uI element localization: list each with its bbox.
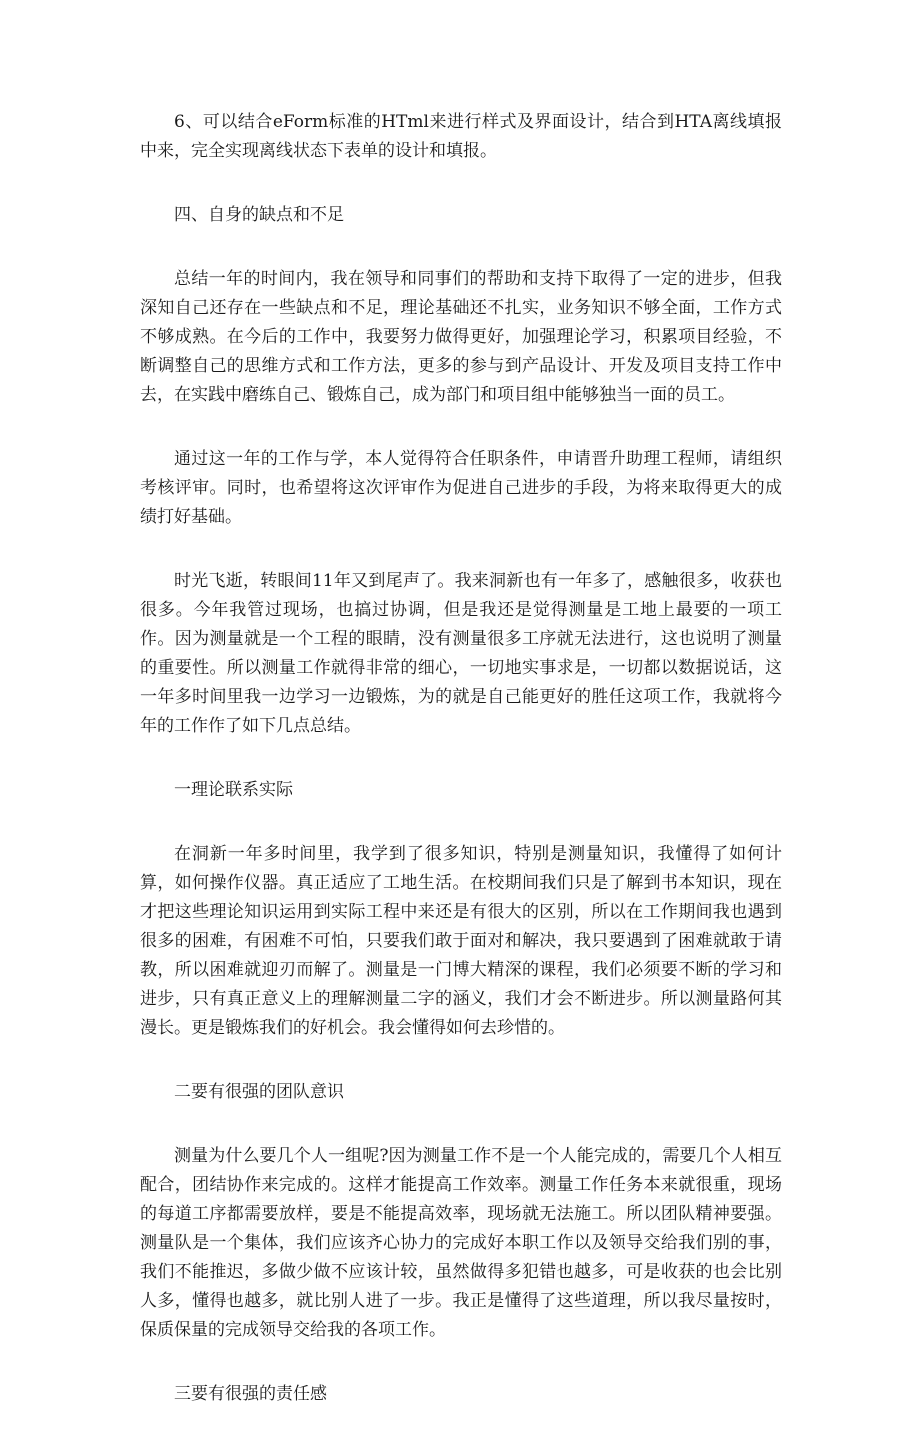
paragraph-year-summary: 总结一年的时间内，我在领导和同事们的帮助和支持下取得了一定的进步，但我深知自己还存在一些缺点和不足，理论基础还不扎实，业务知识不够全面，工作方式不够成熟。在今后的工作中，我要努力做得更好，加强理论学习，积累项目经验，不断调整自己的思维方式和工作方法，更多的参与到产品设计、开发及项目支持工作中去，在实践中磨练自己、锻炼自己，成为部门和项目组中能够独当一面的员工。 [140, 269, 782, 405]
paragraph-time-flies: 时光飞逝，转眼间11年又到尾声了。我来洞新也有一年多了，感触很多，收获也很多。今年我管过现场，也搞过协调，但是我还是觉得测量是工地上最要的一项工作。因为测量就是一个工程的眼睛，没有测量很多工序就无法进行，这也说明了测量的重要性。所以测量工作就得非常的细心，一切地实事求是，一切都以数据说话，这一年多时间里我一边学习一边锻炼，为的就是自己能更好的胜任这项工作，我就将今年的工作作了如下几点总结。 [140, 571, 782, 736]
heading-shortcomings: 四、自身的缺点和不足 [174, 205, 344, 225]
paragraph-teamwork: 测量为什么要几个人一组呢?因为测量工作不是一个人能完成的，需要几个人相互配合，团结协作来完成的。这样才能提高工作效率。测量工作任务本来就很重，现场的每道工序都需要放样，要是不能提高效率，现场就无法施工。所以团队精神要强。测量队是一个集体，我们应该齐心协力的完成好本职工作以及领导交给我们别的事，我们不能推迟，多做少做不应该计较，虽然做得多犯错也越多，可是收获的也会比别人多，懂得也越多，就比别人进了一步。我正是懂得了这些道理，所以我尽量按时，保质保量的完成领导交给我的各项工作。 [140, 1146, 782, 1340]
paragraph-learning: 在洞新一年多时间里，我学到了很多知识，特别是测量知识，我懂得了如何计算，如何操作仪器。真正适应了工地生活。在校期间我们只是了解到书本知识，现在才把这些理论知识运用到实际工程中来还是有很大的区别，所以在工作期间我也遇到很多的困难，有困难不可怕，只要我们敢于面对和解决，我只要遇到了困难就敢于请教，所以困难就迎刃而解了。测量是一门博大精深的课程，我们必须要不断的学习和进步，只有真正意义上的理解测量二字的涵义，我们才会不断进步。所以测量路何其漫长。更是锻炼我们的好机会。我会懂得如何去珍惜的。 [140, 844, 782, 1038]
document-body [140, 108, 782, 1444]
paragraph-promotion-request: 通过这一年的工作与学，本人觉得符合任职条件，申请晋升助理工程师，请组织考核评审。同时，也希望将这次评审作为促进自己进步的手段，为将来取得更大的成绩打好基础。 [140, 449, 782, 527]
heading-theory-practice: 一理论联系实际 [174, 780, 293, 800]
heading-team-spirit: 二要有很强的团队意识 [174, 1082, 344, 1102]
heading-responsibility: 三要有很强的责任感 [174, 1384, 327, 1404]
paragraph-eform-html: 6、可以结合eForm标准的HTml来进行样式及界面设计，结合到HTA离线填报中来，完全实现离线状态下表单的设计和填报。 [140, 112, 782, 161]
